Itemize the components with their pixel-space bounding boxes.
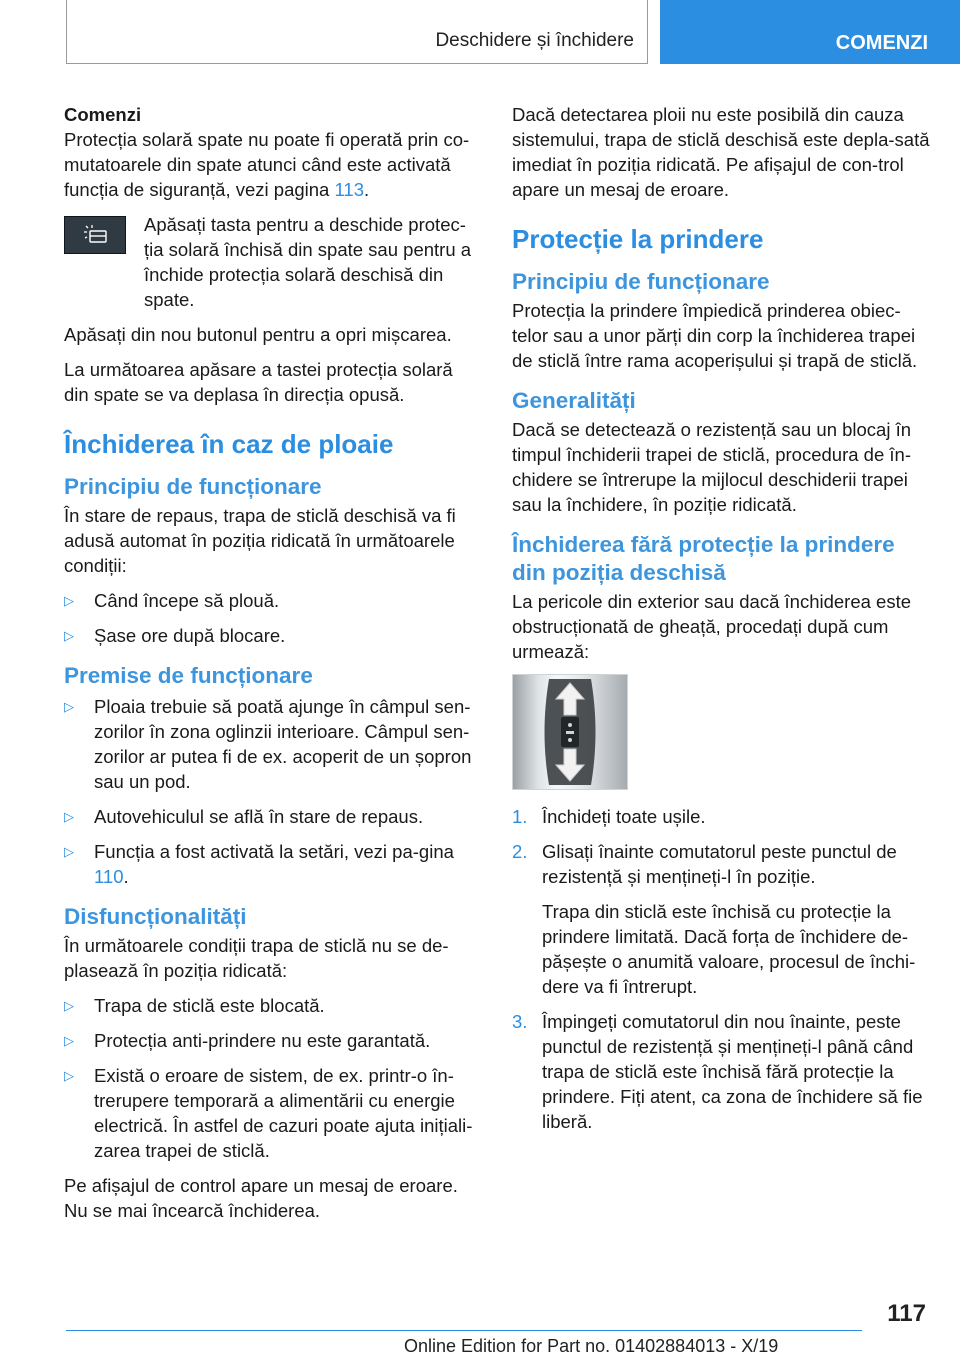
malfunction-heading: Disfuncționalități bbox=[64, 904, 247, 929]
step-text: Glisați înainte comutatorul peste punctul de rezistență și mențineți-l în poziție. bbox=[542, 841, 897, 887]
controls-subtitle: Comenzi bbox=[64, 104, 142, 125]
button-instruction bbox=[64, 212, 480, 312]
no-protection-heading: Închiderea fără protecție la prindere din poziția deschisă bbox=[512, 532, 895, 585]
triangle-bullet-icon: ▷ bbox=[64, 1068, 74, 1083]
rain-closing-heading: Închiderea în caz de ploaie bbox=[64, 429, 394, 459]
no-protection-text: La pericole din exterior sau dacă închiderea este obstrucționată de gheață, procedați după cum urmează: bbox=[512, 591, 912, 662]
controls-paragraph-1 bbox=[64, 127, 480, 202]
sunshade-button-icon bbox=[64, 216, 126, 254]
rain-principle-heading: Principiu de funcționare bbox=[64, 474, 322, 499]
header-chapter-tab: COMENZI bbox=[660, 0, 960, 64]
step-item bbox=[512, 1009, 930, 1134]
list-item-text: Există o eroare de sistem, de ex. printr-o în‐trerupere temporară a alimentării cu energie electrică. În astfel de cazuri poate ajuta inițiali‐zarea trapei de sticlă. bbox=[94, 1065, 473, 1161]
page-link-113[interactable]: 113 bbox=[334, 179, 364, 200]
rain-principle-list bbox=[64, 588, 480, 648]
triangle-bullet-icon: ▷ bbox=[64, 628, 74, 643]
steps-list bbox=[512, 804, 930, 1134]
general-text: Dacă se detectează o rezistență sau un blocaj în timpul închiderii trapei de sticlă, procedura de în‐chidere se întrerupe la mijlocul deschiderii trapei sau la închidere, în poziție ridicată. bbox=[512, 419, 912, 515]
step-item bbox=[512, 804, 930, 829]
step-text: Împingeți comutatorul din nou înainte, peste punctul de rezistență și mențineți-l până când trapa de sticlă este închisă fără protecție la prindere. Fiți atent, ca zona de închidere să fie liberă. bbox=[542, 1011, 923, 1132]
step-number: 2. bbox=[512, 841, 528, 862]
pinch-principle-heading: Principiu de funcționare bbox=[512, 269, 770, 294]
malfunction-text: În următoarele condiții trapa de sticlă nu se de‐plasează în poziția ridicată: bbox=[64, 935, 449, 981]
controls-paragraph-4: La următoarea apăsare a tastei protecția solară din spate se va deplasa în direcția opusă. bbox=[64, 359, 453, 405]
triangle-bullet-icon: ▷ bbox=[64, 809, 74, 824]
list-item-text: Autovehiculul se află în stare de repaus. bbox=[94, 806, 424, 827]
header-section-title: Deschidere și închidere bbox=[435, 30, 634, 51]
pinch-principle-text: Protecția la prindere împiedică prinderea obiec‐telor sau a unor părți din corp la închiderea trapei de sticlă între rama acoperișului și trapă de sticlă. bbox=[512, 300, 918, 371]
list-item bbox=[64, 1063, 480, 1163]
list-item bbox=[64, 588, 480, 613]
right-column bbox=[512, 102, 930, 1144]
triangle-bullet-icon: ▷ bbox=[64, 699, 74, 714]
triangle-bullet-icon: ▷ bbox=[64, 844, 74, 859]
controls-paragraph-1-end: . bbox=[363, 179, 370, 200]
list-item-text: Când începe să plouă. bbox=[94, 590, 280, 611]
rain-principle-text: În stare de repaus, trapa de sticlă deschisă va fi adusă automat în poziția ridicată în următoarele condiții: bbox=[64, 505, 456, 576]
page-number: 117 bbox=[887, 1300, 926, 1327]
controls-paragraph-2: Apăsați tasta pentru a deschide protec‐ția solară închisă din spate sau pentru a închide protecția solară deschisă din spate. bbox=[144, 214, 472, 310]
list-item-text: Trapa de sticlă este blocată. bbox=[94, 995, 325, 1016]
step-item bbox=[512, 839, 930, 999]
list-item bbox=[64, 993, 480, 1018]
step-text: Închideți toate ușile. bbox=[542, 806, 706, 827]
list-item-text: Protecția anti-prindere nu este garantată. bbox=[94, 1030, 431, 1051]
premise-heading: Premise de funcționare bbox=[64, 663, 313, 688]
triangle-bullet-icon: ▷ bbox=[64, 998, 74, 1013]
triangle-bullet-icon: ▷ bbox=[64, 1033, 74, 1048]
list-item bbox=[64, 804, 480, 829]
controls-paragraph-1-text: Protecția solară spate nu poate fi operată prin co‐mutatoarele din spate atunci când este activată funcția de siguranță, vezi pagina bbox=[64, 129, 470, 200]
list-item bbox=[64, 1028, 480, 1053]
roof-switch-photo bbox=[512, 674, 628, 790]
footer-edition: Online Edition for Part no. 01402884013 - X/19 bbox=[404, 1336, 779, 1356]
step-note: Trapa din sticlă este închisă cu protecție la prindere limitată. Dacă forța de închidere de‐pășește o anumită valoare, procesul de închi‐dere va fi întrerupt. bbox=[542, 901, 916, 997]
page-link-110[interactable]: 110 bbox=[94, 866, 124, 887]
list-item bbox=[64, 623, 480, 648]
list-item-text: Șase ore după blocare. bbox=[94, 625, 286, 646]
controls-paragraph-3: Apăsați din nou butonul pentru a opri mișcarea. bbox=[64, 324, 452, 345]
rain-fallback-text: Dacă detectarea ploii nu este posibilă din cauza sistemului, trapa de sticlă deschisă este depla‐sată imediat în poziția ridicată. Pe afișajul de con‐trol apare un mesaj de eroare. bbox=[512, 104, 930, 200]
malfunction-list bbox=[64, 993, 480, 1163]
pinch-protection-heading: Protecție la prindere bbox=[512, 224, 764, 254]
general-heading: Generalități bbox=[512, 388, 636, 413]
list-item bbox=[64, 839, 480, 889]
list-item-end: . bbox=[123, 866, 129, 887]
malfunction-closing-text: Pe afișajul de control apare un mesaj de eroare. Nu se mai încearcă închiderea. bbox=[64, 1175, 458, 1221]
left-column bbox=[64, 102, 480, 1233]
footer-divider bbox=[66, 1330, 862, 1331]
triangle-bullet-icon: ▷ bbox=[64, 593, 74, 608]
list-item bbox=[64, 694, 480, 794]
list-item-text: Ploaia trebuie să poată ajunge în câmpul sen‐zorilor în zona oglinzii interioare. Câmpul sen‐zorilor ar putea fi de ex. acoperit de un șopron sau un pod. bbox=[94, 696, 472, 792]
list-item-text: Funcția a fost activată la setări, vezi pa‐gina bbox=[94, 841, 454, 862]
premise-list bbox=[64, 694, 480, 889]
step-number: 1. bbox=[512, 806, 528, 827]
step-number: 3. bbox=[512, 1011, 528, 1032]
